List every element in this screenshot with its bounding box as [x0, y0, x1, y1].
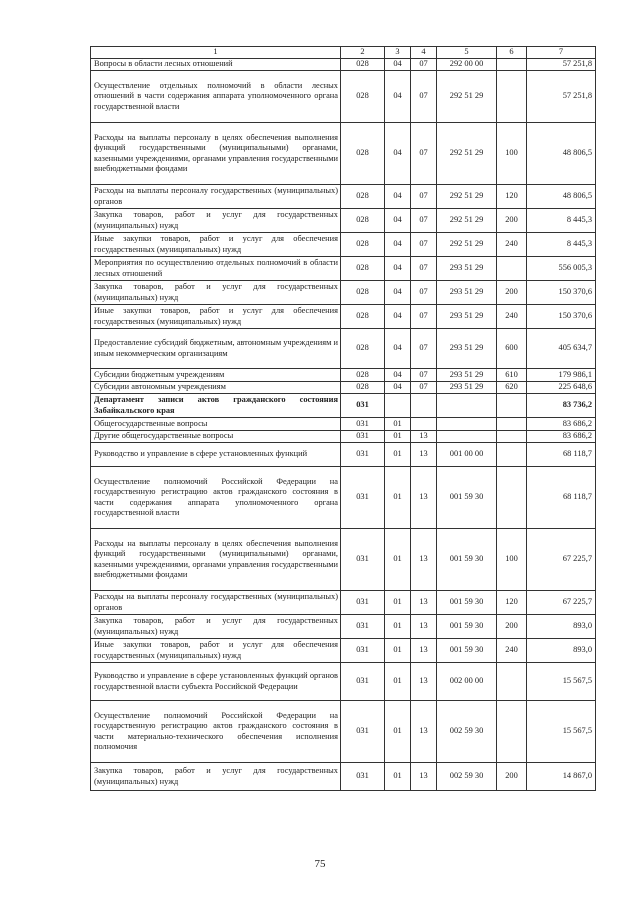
admin-code-cell: 031 — [341, 394, 385, 418]
section-cell: 01 — [385, 418, 411, 431]
table-row — [91, 233, 596, 257]
target-article-cell: 293 51 29 — [437, 281, 497, 305]
subsection-cell: 07 — [411, 123, 437, 185]
subsection-cell: 07 — [411, 71, 437, 123]
amount-cell: 405 634,7 — [527, 329, 596, 369]
admin-code-cell: 031 — [341, 763, 385, 791]
table-row — [91, 467, 596, 529]
amount-cell: 83 686,2 — [527, 431, 596, 443]
admin-code-cell: 028 — [341, 209, 385, 233]
row-name-cell: Другие общегосударственные вопросы — [91, 431, 341, 443]
header-cell-4: 4 — [411, 47, 437, 59]
section-cell — [385, 394, 411, 418]
admin-code-cell: 031 — [341, 701, 385, 763]
row-name-cell: Закупка товаров, работ и услуг для государственных (муниципальных) нужд — [91, 209, 341, 233]
admin-code-cell: 031 — [341, 529, 385, 591]
section-cell: 04 — [385, 233, 411, 257]
row-name-cell: Осуществление полномочий Российской Федерации на государственную регистрацию актов гражданского состояния в части материально-технического обеспечения исполнения полномочия — [91, 701, 341, 763]
expense-type-cell: 200 — [497, 763, 527, 791]
budget-table — [90, 46, 596, 791]
subsection-cell: 07 — [411, 209, 437, 233]
subsection-cell: 13 — [411, 431, 437, 443]
section-cell: 04 — [385, 257, 411, 281]
expense-type-cell: 600 — [497, 329, 527, 369]
header-cell-7: 7 — [527, 47, 596, 59]
section-cell: 04 — [385, 71, 411, 123]
amount-cell: 68 118,7 — [527, 443, 596, 467]
row-name-cell: Руководство и управление в сфере установленных функций органов государственной власти субъекта Российской Федерации — [91, 663, 341, 701]
target-article-cell: 001 00 00 — [437, 443, 497, 467]
row-name-cell: Расходы на выплаты персоналу государственных (муниципальных) органов — [91, 185, 341, 209]
amount-cell: 15 567,5 — [527, 663, 596, 701]
expense-type-cell — [497, 257, 527, 281]
header-cell-6: 6 — [497, 47, 527, 59]
expense-type-cell: 610 — [497, 369, 527, 382]
admin-code-cell: 028 — [341, 257, 385, 281]
row-name-cell: Предоставление субсидий бюджетным, автономным учреждениям и иным некоммерческим организациям — [91, 329, 341, 369]
subsection-cell: 13 — [411, 701, 437, 763]
subsection-cell: 07 — [411, 329, 437, 369]
table-row — [91, 639, 596, 663]
target-article-cell: 002 59 30 — [437, 701, 497, 763]
expense-type-cell: 120 — [497, 591, 527, 615]
row-name-cell: Иные закупки товаров, работ и услуг для обеспечения государственных (муниципальных) нужд — [91, 305, 341, 329]
amount-cell: 8 445,3 — [527, 209, 596, 233]
expense-type-cell — [497, 394, 527, 418]
section-cell: 01 — [385, 639, 411, 663]
expense-type-cell — [497, 59, 527, 71]
amount-cell: 67 225,7 — [527, 591, 596, 615]
row-name-cell: Осуществление отдельных полномочий в области лесных отношений в части содержания аппарата уполномоченного органа государственной власти — [91, 71, 341, 123]
amount-cell: 556 005,3 — [527, 257, 596, 281]
table-row — [91, 418, 596, 431]
admin-code-cell: 031 — [341, 431, 385, 443]
row-name-cell: Осуществление полномочий Российской Федерации на государственную регистрацию актов гражданского состояния в части содержания аппарата уполномоченного органа государственной власти — [91, 467, 341, 529]
row-name-cell: Расходы на выплаты персоналу в целях обеспечения выполнения функций государственными (муниципальными) органами, казенными учреждениями, органами управления государственными внебюджетными фондами — [91, 529, 341, 591]
table-row — [91, 382, 596, 394]
admin-code-cell: 028 — [341, 369, 385, 382]
target-article-cell: 293 51 29 — [437, 369, 497, 382]
target-article-cell: 001 59 30 — [437, 591, 497, 615]
amount-cell: 8 445,3 — [527, 233, 596, 257]
subsection-cell: 07 — [411, 305, 437, 329]
table-row — [91, 123, 596, 185]
target-article-cell: 293 51 29 — [437, 305, 497, 329]
amount-cell: 893,0 — [527, 615, 596, 639]
subsection-cell: 07 — [411, 185, 437, 209]
expense-type-cell — [497, 431, 527, 443]
admin-code-cell: 028 — [341, 329, 385, 369]
amount-cell: 67 225,7 — [527, 529, 596, 591]
table-row — [91, 701, 596, 763]
subsection-cell — [411, 394, 437, 418]
row-name-cell: Общегосударственные вопросы — [91, 418, 341, 431]
expense-type-cell: 100 — [497, 529, 527, 591]
target-article-cell: 292 00 00 — [437, 59, 497, 71]
target-article-cell: 001 59 30 — [437, 639, 497, 663]
row-name-cell: Руководство и управление в сфере установленных функций — [91, 443, 341, 467]
target-article-cell: 292 51 29 — [437, 233, 497, 257]
table-row — [91, 71, 596, 123]
page-number: 75 — [314, 858, 326, 870]
target-article-cell: 002 59 30 — [437, 763, 497, 791]
table-row — [91, 329, 596, 369]
admin-code-cell: 031 — [341, 663, 385, 701]
section-cell: 04 — [385, 59, 411, 71]
expense-type-cell — [497, 71, 527, 123]
section-cell: 01 — [385, 701, 411, 763]
subsection-cell: 13 — [411, 615, 437, 639]
target-article-cell: 292 51 29 — [437, 209, 497, 233]
expense-type-cell: 200 — [497, 209, 527, 233]
table-row — [91, 431, 596, 443]
expense-type-cell: 240 — [497, 639, 527, 663]
admin-code-cell: 031 — [341, 467, 385, 529]
section-cell: 04 — [385, 209, 411, 233]
row-name-cell: Закупка товаров, работ и услуг для государственных (муниципальных) нужд — [91, 763, 341, 791]
target-article-cell: 002 00 00 — [437, 663, 497, 701]
subsection-cell: 07 — [411, 281, 437, 305]
expense-type-cell: 120 — [497, 185, 527, 209]
subsection-cell: 07 — [411, 382, 437, 394]
section-cell: 01 — [385, 663, 411, 701]
target-article-cell — [437, 418, 497, 431]
amount-cell: 57 251,8 — [527, 59, 596, 71]
subsection-cell: 07 — [411, 257, 437, 281]
section-cell: 01 — [385, 591, 411, 615]
row-name-cell: Вопросы в области лесных отношений — [91, 59, 341, 71]
subsection-cell: 07 — [411, 369, 437, 382]
amount-cell: 48 806,5 — [527, 185, 596, 209]
section-cell: 04 — [385, 281, 411, 305]
amount-cell: 48 806,5 — [527, 123, 596, 185]
amount-cell: 179 986,1 — [527, 369, 596, 382]
table-row — [91, 663, 596, 701]
section-cell: 01 — [385, 443, 411, 467]
admin-code-cell: 028 — [341, 123, 385, 185]
table-body — [91, 47, 596, 791]
target-article-cell: 001 59 30 — [437, 615, 497, 639]
admin-code-cell: 028 — [341, 71, 385, 123]
row-name-cell: Субсидии автономным учреждениям — [91, 382, 341, 394]
section-cell: 04 — [385, 305, 411, 329]
amount-cell: 14 867,0 — [527, 763, 596, 791]
target-article-cell: 293 51 29 — [437, 329, 497, 369]
admin-code-cell: 031 — [341, 443, 385, 467]
amount-cell: 83 686,2 — [527, 418, 596, 431]
table-row — [91, 394, 596, 418]
row-name-cell: Закупка товаров, работ и услуг для государственных (муниципальных) нужд — [91, 615, 341, 639]
section-cell: 01 — [385, 467, 411, 529]
expense-type-cell: 200 — [497, 615, 527, 639]
subsection-cell: 07 — [411, 233, 437, 257]
table-row — [91, 529, 596, 591]
target-article-cell: 293 51 29 — [437, 382, 497, 394]
amount-cell: 225 648,6 — [527, 382, 596, 394]
table-row — [91, 209, 596, 233]
expense-type-cell — [497, 701, 527, 763]
amount-cell: 893,0 — [527, 639, 596, 663]
subsection-cell: 13 — [411, 639, 437, 663]
section-cell: 01 — [385, 529, 411, 591]
target-article-cell: 292 51 29 — [437, 71, 497, 123]
admin-code-cell: 031 — [341, 418, 385, 431]
target-article-cell — [437, 394, 497, 418]
expense-type-cell: 240 — [497, 305, 527, 329]
admin-code-cell: 028 — [341, 185, 385, 209]
section-cell: 01 — [385, 431, 411, 443]
section-cell: 01 — [385, 763, 411, 791]
amount-cell: 83 736,2 — [527, 394, 596, 418]
table-row — [91, 185, 596, 209]
row-name-cell: Расходы на выплаты персоналу в целях обеспечения выполнения функций государственными (муниципальными) органами, казенными учреждениями, органами управления государственными внебюджетными фондами — [91, 123, 341, 185]
subsection-cell: 13 — [411, 529, 437, 591]
amount-cell: 150 370,6 — [527, 281, 596, 305]
section-cell: 04 — [385, 382, 411, 394]
section-cell: 04 — [385, 185, 411, 209]
expense-type-cell — [497, 443, 527, 467]
header-cell-1: 1 — [91, 47, 341, 59]
section-cell: 04 — [385, 123, 411, 185]
header-cell-5: 5 — [437, 47, 497, 59]
table-row — [91, 59, 596, 71]
subsection-cell: 13 — [411, 467, 437, 529]
table-row — [91, 591, 596, 615]
target-article-cell: 001 59 30 — [437, 529, 497, 591]
amount-cell: 68 118,7 — [527, 467, 596, 529]
table-row — [91, 615, 596, 639]
section-cell: 04 — [385, 329, 411, 369]
row-name-cell: Мероприятия по осуществлению отдельных полномочий в области лесных отношений — [91, 257, 341, 281]
table-row — [91, 257, 596, 281]
row-name-cell: Иные закупки товаров, работ и услуг для обеспечения государственных (муниципальных) нужд — [91, 233, 341, 257]
subsection-cell: 13 — [411, 591, 437, 615]
subsection-cell: 13 — [411, 763, 437, 791]
table-row — [91, 369, 596, 382]
row-name-cell: Расходы на выплаты персоналу государственных (муниципальных) органов — [91, 591, 341, 615]
row-name-cell: Иные закупки товаров, работ и услуг для обеспечения государственных (муниципальных) нужд — [91, 639, 341, 663]
amount-cell: 150 370,6 — [527, 305, 596, 329]
subsection-cell: 13 — [411, 443, 437, 467]
table-row — [91, 281, 596, 305]
amount-cell: 57 251,8 — [527, 71, 596, 123]
section-cell: 01 — [385, 615, 411, 639]
target-article-cell: 293 51 29 — [437, 257, 497, 281]
expense-type-cell — [497, 663, 527, 701]
target-article-cell: 292 51 29 — [437, 185, 497, 209]
expense-type-cell: 200 — [497, 281, 527, 305]
header-cell-3: 3 — [385, 47, 411, 59]
subsection-cell: 13 — [411, 663, 437, 701]
admin-code-cell: 031 — [341, 591, 385, 615]
target-article-cell: 292 51 29 — [437, 123, 497, 185]
row-name-cell: Субсидии бюджетным учреждениям — [91, 369, 341, 382]
admin-code-cell: 031 — [341, 639, 385, 663]
expense-type-cell: 240 — [497, 233, 527, 257]
expense-type-cell — [497, 467, 527, 529]
section-cell: 04 — [385, 369, 411, 382]
admin-code-cell: 031 — [341, 615, 385, 639]
header-cell-2: 2 — [341, 47, 385, 59]
expense-type-cell: 100 — [497, 123, 527, 185]
subsection-cell: 07 — [411, 59, 437, 71]
table-row — [91, 443, 596, 467]
amount-cell: 15 567,5 — [527, 701, 596, 763]
expense-type-cell — [497, 418, 527, 431]
target-article-cell — [437, 431, 497, 443]
admin-code-cell: 028 — [341, 233, 385, 257]
table-row — [91, 763, 596, 791]
table-row — [91, 305, 596, 329]
admin-code-cell: 028 — [341, 305, 385, 329]
admin-code-cell: 028 — [341, 281, 385, 305]
row-name-cell: Закупка товаров, работ и услуг для государственных (муниципальных) нужд — [91, 281, 341, 305]
admin-code-cell: 028 — [341, 59, 385, 71]
expense-type-cell: 620 — [497, 382, 527, 394]
admin-code-cell: 028 — [341, 382, 385, 394]
target-article-cell: 001 59 30 — [437, 467, 497, 529]
subsection-cell — [411, 418, 437, 431]
row-name-cell: Департамент записи актов гражданского состояния Забайкальского края — [91, 394, 341, 418]
header-row — [91, 47, 596, 59]
